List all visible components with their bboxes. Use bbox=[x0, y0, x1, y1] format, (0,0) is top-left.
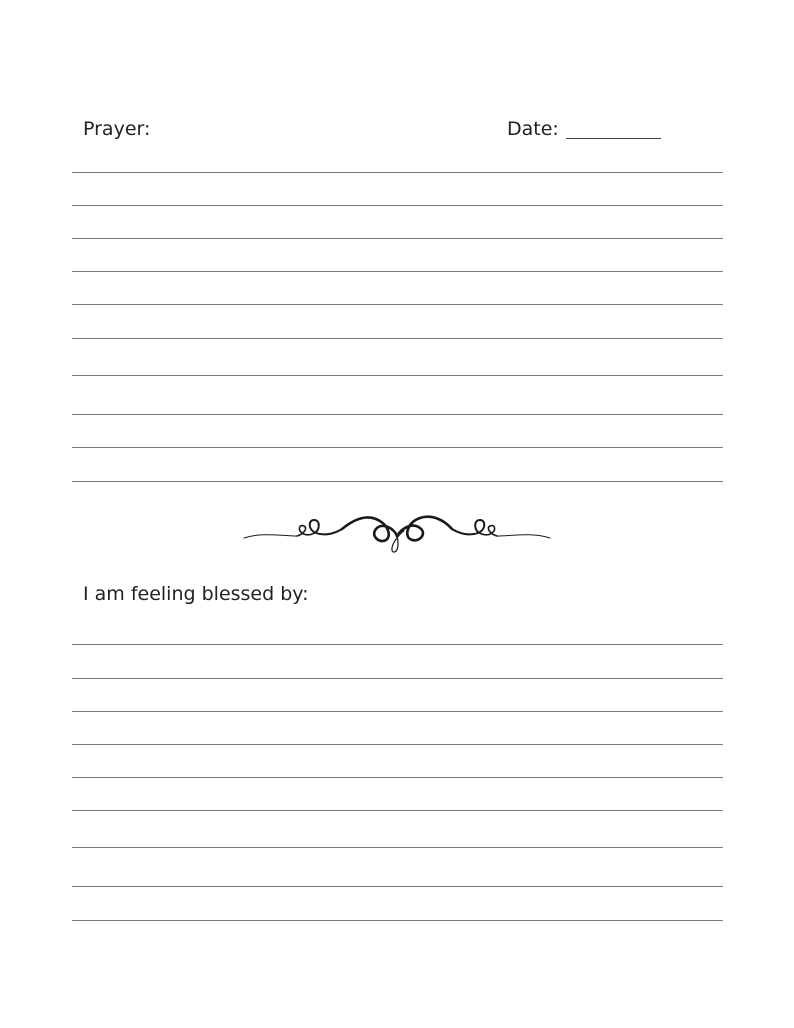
blessed-writing-line[interactable] bbox=[72, 744, 723, 745]
blessed-writing-line[interactable] bbox=[72, 644, 723, 645]
blessed-writing-line[interactable] bbox=[72, 847, 723, 848]
blessed-writing-line[interactable] bbox=[72, 678, 723, 679]
date-label: Date: bbox=[507, 118, 559, 140]
prayer-writing-line[interactable] bbox=[72, 338, 723, 339]
blessed-writing-line[interactable] bbox=[72, 810, 723, 811]
prayer-writing-line[interactable] bbox=[72, 375, 723, 376]
prayer-writing-line[interactable] bbox=[72, 172, 723, 173]
blessed-label: I am feeling blessed by: bbox=[83, 583, 309, 605]
flourish-divider-icon bbox=[242, 502, 552, 558]
prayer-writing-line[interactable] bbox=[72, 205, 723, 206]
prayer-writing-line[interactable] bbox=[72, 447, 723, 448]
blessed-writing-line[interactable] bbox=[72, 886, 723, 887]
prayer-writing-line[interactable] bbox=[72, 481, 723, 482]
blessed-writing-line[interactable] bbox=[72, 711, 723, 712]
prayer-writing-line[interactable] bbox=[72, 271, 723, 272]
blessed-writing-line[interactable] bbox=[72, 920, 723, 921]
prayer-label: Prayer: bbox=[83, 118, 151, 140]
date-blank-line[interactable] bbox=[566, 138, 661, 139]
prayer-writing-line[interactable] bbox=[72, 304, 723, 305]
prayer-writing-line[interactable] bbox=[72, 414, 723, 415]
prayer-writing-line[interactable] bbox=[72, 238, 723, 239]
blessed-writing-line[interactable] bbox=[72, 777, 723, 778]
